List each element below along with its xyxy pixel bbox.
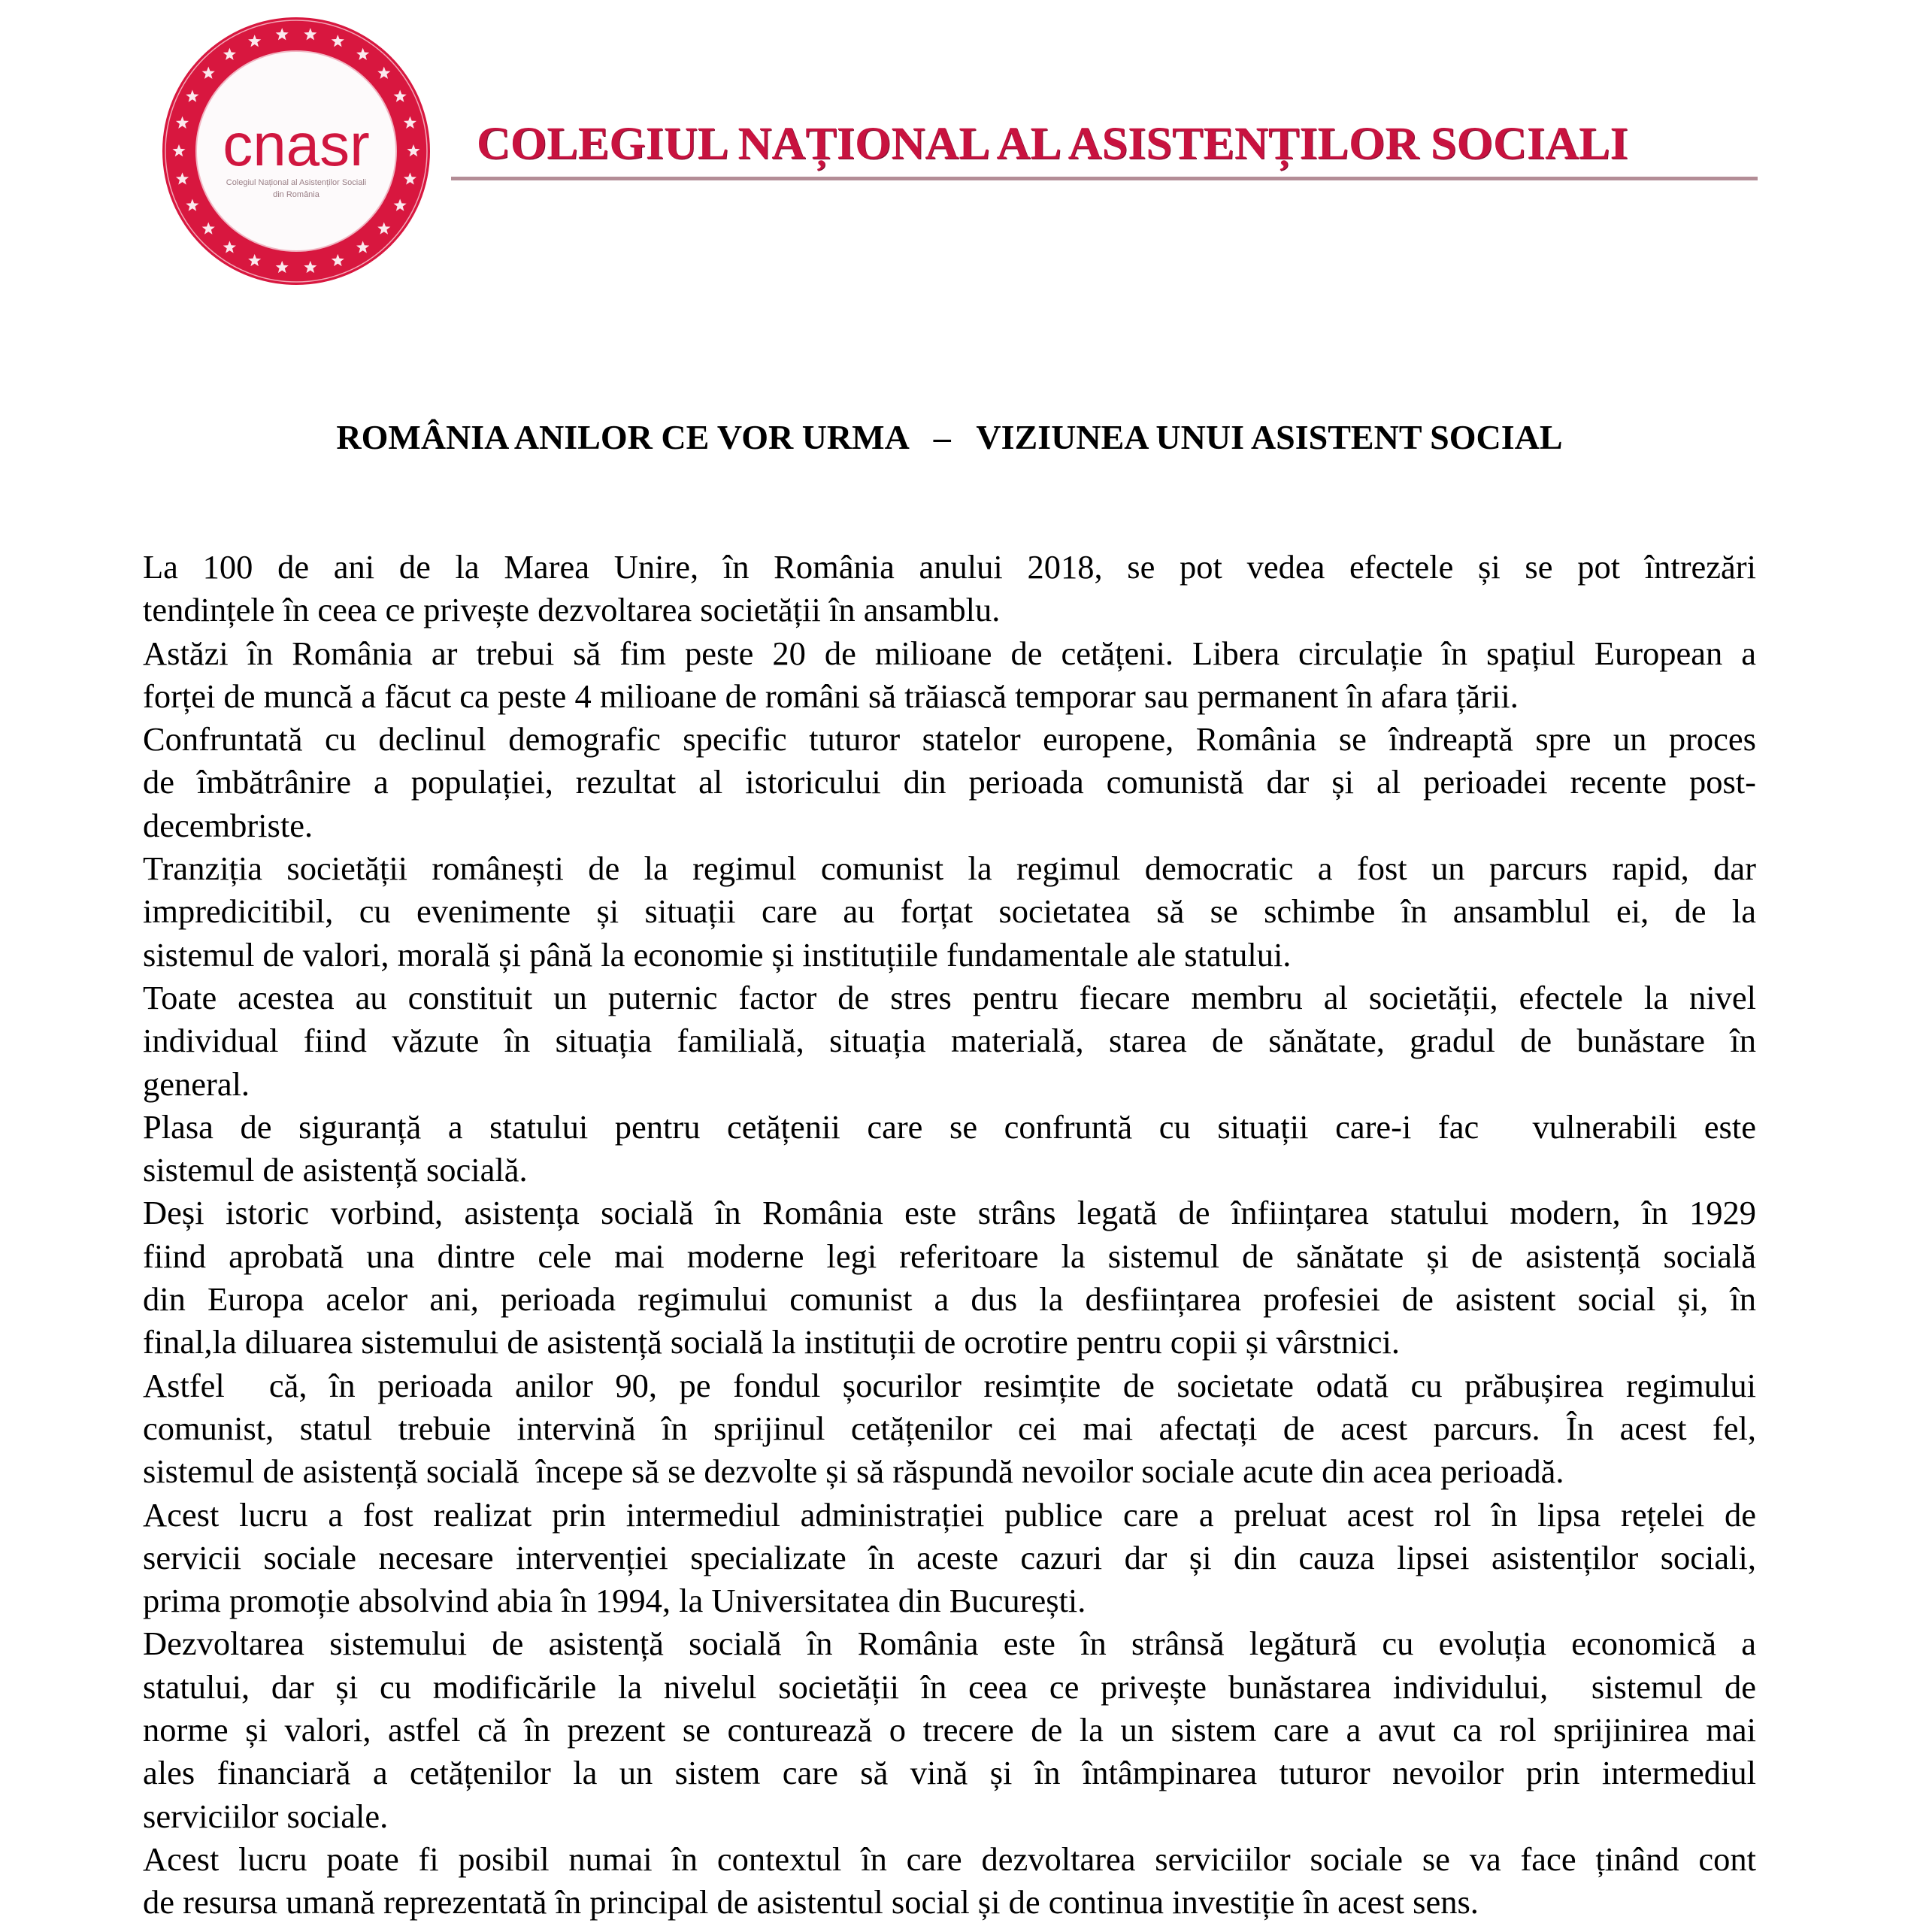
text-line: final,la diluarea sistemului de asistență socială la instituții de ocrotire pentru copii și vârstnici.	[143, 1323, 1400, 1361]
text-line: La 100 de ani de la Marea Unire, în România anului 2018, se pot vedea efectele și se pot întrezări	[143, 548, 1756, 586]
text-line: Deși istoric vorbind, asistența socială în România este strâns legată de înființarea statului modern, în 1929	[143, 1194, 1756, 1232]
text-line: de îmbătrânire a populației, rezultat al istoricului din perioada comunistă dar și al perioadei recente post-	[143, 763, 1756, 801]
text-line: Astfel că, în perioada anilor 90, pe fondul șocurilor resimțite de societate odată cu prăbușirea regimului	[143, 1366, 1756, 1404]
paragraph	[143, 847, 1756, 977]
text-line: ales financiară a cetățenilor la un sistem care să vină și în întâmpinarea tuturor nevoilor prin intermediul	[143, 1754, 1756, 1792]
text-line: sistemul de asistență socială începe să se dezvolte și să răspundă nevoilor sociale acute din acea perioadă.	[143, 1452, 1564, 1491]
text-line: comunist, statul trebuie intervină în sprijinul cetățenilor cei mai afectați de acest parcurs. În acest fel,	[143, 1409, 1756, 1447]
text-line: sistemul de asistență socială.	[143, 1151, 528, 1189]
paragraph	[143, 1106, 1756, 1192]
text-line: decembriste.	[143, 806, 313, 844]
paragraph	[143, 632, 1756, 719]
star-ring-icon	[160, 15, 432, 287]
paragraph	[143, 1622, 1756, 1837]
text-line: tendințele în ceea ce privește dezvoltarea societății în ansamblu.	[143, 591, 1001, 629]
text-line: general.	[143, 1064, 250, 1103]
text-line: sistemul de valori, morală și până la economie și instituțiile fundamentale ale statului.	[143, 935, 1292, 974]
paragraph	[143, 1364, 1756, 1494]
text-line: impredicitibil, cu evenimente și situații care au forțat societatea să se schimbe în ansamblul ei, de la	[143, 892, 1756, 931]
text-line: individual fiind văzute în situația familială, situația materială, starea de sănătate, gradul de bunăstare în	[143, 1022, 1756, 1060]
paragraph	[143, 1838, 1756, 1924]
org-name-heading: COLEGIUL NAȚIONAL AL ASISTENȚILOR SOCIALI	[477, 119, 1628, 169]
text-line: Acest lucru poate fi posibil numai în contextul în care dezvoltarea serviciilor sociale se va face ținând cont	[143, 1840, 1756, 1878]
paragraph	[143, 718, 1756, 847]
paragraph	[143, 1192, 1756, 1364]
logo-wordmark: cnasr	[223, 111, 370, 178]
text-line: de resursa umană reprezentată în principal de asistentul social și de continua investiție în acest sens.	[143, 1883, 1479, 1921]
text-line: serviciilor sociale.	[143, 1797, 389, 1835]
document-title: ROMÂNIA ANILOR CE VOR URMA – VIZIUNEA UNUI ASISTENT SOCIAL	[336, 418, 1563, 456]
text-line: din Europa acelor ani, perioada regimului comunist a dus la desființarea profesiei de asistent social și, în	[143, 1280, 1756, 1319]
text-line: servicii sociale necesare intervenției specializate în aceste cazuri dar și din cauza lipsei asistenților sociali,	[143, 1538, 1756, 1576]
text-line: prima promoție absolvind abia în 1994, la Universitatea din București.	[143, 1582, 1086, 1620]
paragraph	[143, 546, 1756, 632]
header-divider	[451, 177, 1758, 180]
logo-subtitle-line1: Colegiul Național al Asistenților Sociali	[226, 178, 367, 187]
text-line: Tranziția societății românești de la regimul comunist la regimul democratic a fost un parcurs rapid, dar	[143, 849, 1756, 888]
document-body	[143, 546, 1756, 1924]
text-line: Plasa de siguranță a statului pentru cetățenii care se confruntă cu situații care-i fac vulnerabili este	[143, 1107, 1756, 1146]
text-line: Dezvoltarea sistemului de asistență socială în România este în strânsă legătură cu evoluția economică a	[143, 1625, 1756, 1663]
text-line: Confruntată cu declinul demografic specific tuturor statelor europene, România se îndreaptă spre un proces	[143, 720, 1756, 759]
paragraph	[143, 977, 1756, 1106]
text-line: Toate acestea au constituit un puternic factor de stres pentru fiecare membru al societății, efectele la nivel	[143, 978, 1756, 1016]
text-line: Acest lucru a fost realizat prin intermediul administrației publice care a preluat acest rol în lipsa rețelei de	[143, 1495, 1756, 1534]
text-line: fiind aprobată una dintre cele mai moderne legi referitoare la sistemul de sănătate și de asistență socială	[143, 1237, 1756, 1275]
paragraph	[143, 1494, 1756, 1623]
text-line: Astăzi în România ar trebui să fim peste 20 de milioane de cetățeni. Libera circulație în spațiul European a	[143, 634, 1756, 672]
cnasr-logo	[160, 15, 432, 287]
logo-subtitle-line2: din România	[273, 190, 320, 199]
text-line: norme și valori, astfel că în prezent se conturează o trecere de la un sistem care a avut ca rol sprijinirea mai	[143, 1711, 1756, 1749]
text-line: statului, dar și cu modificările la nivelul societății în ceea ce privește bunăstarea individului, sistemul de	[143, 1667, 1756, 1706]
text-line: forței de muncă a făcut ca peste 4 milioane de români să trăiască temporar sau permanent în afara țării.	[143, 677, 1519, 715]
